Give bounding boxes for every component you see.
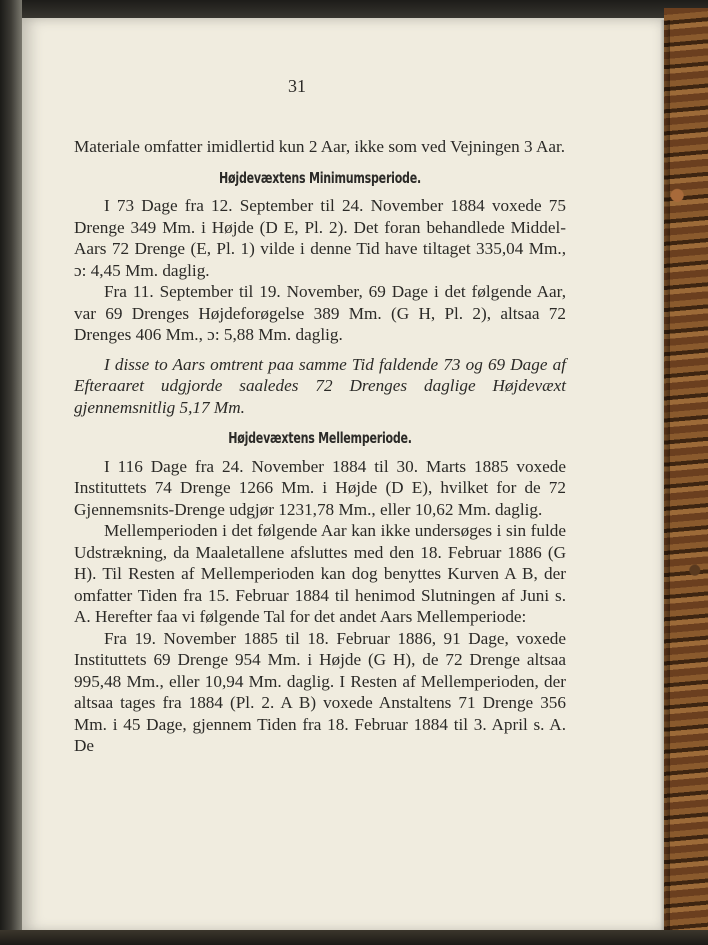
page-sheet bbox=[22, 18, 664, 932]
paragraph-continuation: Materiale omfatter imidlertid kun 2 Aar, ikke som ved Vejningen 3 Aar. bbox=[74, 137, 566, 156]
paragraph: Mellemperioden i det følgende Aar kan ikke undersøges i sin fulde Udstrækning, da Maaletallene afsluttes med den 18. Februar 1886 (G H). Til Resten af Mellemperioden kan dog benyttes Kurven A B, der omfatter Tiden fra 15. Februar 1884 til henimod Slutningen af Juni s. A. Herefter faa vi følgende Tal for det andet Aars Mellemperiode: bbox=[74, 521, 566, 626]
paragraph: Fra 11. September til 19. November, 69 Dage i det følgende Aar, var 69 Drenges Højdeforøgelse 389 Mm. (G H, Pl. 2), altsaa 72 Drenges 406 Mm., ɔ: 5,88 Mm. daglig. bbox=[74, 282, 566, 344]
section-heading-middle: Højdevæxtens Mellemperiode. bbox=[228, 429, 412, 447]
scan-bottom-edge bbox=[0, 930, 708, 945]
italic-summary-paragraph: I disse to Aars omtrent paa samme Tid faldende 73 og 69 Dage af Efteraaret udgjorde saaledes 72 Drenges daglige Højdevæxt gjennemsnitlig 5,17 Mm. bbox=[74, 354, 566, 417]
paragraph: I 116 Dage fra 24. November 1884 til 30. Marts 1885 voxede Instituttets 74 Drenge 1266 Mm. i Højde (D E), hvilket for de 72 Gjennemsnits-Drenge udgjør 1231,78 Mm., eller 10,62 Mm. daglig. bbox=[74, 456, 566, 519]
book-gutter bbox=[0, 0, 22, 945]
scan-top-edge bbox=[0, 0, 708, 20]
paragraph: Fra 19. November 1885 til 18. Februar 1886, 91 Dage, voxede Instituttets 69 Drenge 954 Mm. i Højde (G H), de 72 Drenge altsaa 995,48 Mm., eller 10,94 Mm. daglig. I Resten af Mellemperioden, der altsaa tages fra 1884 (Pl. 2. A B) voxede Anstaltens 71 Drenge 356 Mm. i 45 Dage, gjennem Tiden fra 18. Februar 1884 til 3. April s. A. De bbox=[74, 628, 566, 755]
page-number: 31 bbox=[288, 76, 306, 96]
page-body bbox=[74, 76, 566, 757]
page-edge-shadow bbox=[660, 20, 670, 930]
paragraph: I 73 Dage fra 12. September til 24. November 1884 voxede 75 Drenge 349 Mm. i Højde (D E, Pl. 2). Det foran behandlede Middel-Aars 72 Drenge (E, Pl. 1) vilde i denne Tid have tiltaget 335,04 Mm., ɔ: 4,45 Mm. daglig. bbox=[74, 196, 566, 280]
section-heading-minimum: Højdevæxtens Minimumsperiode. bbox=[219, 168, 421, 187]
marbled-cover-edge bbox=[664, 8, 708, 945]
